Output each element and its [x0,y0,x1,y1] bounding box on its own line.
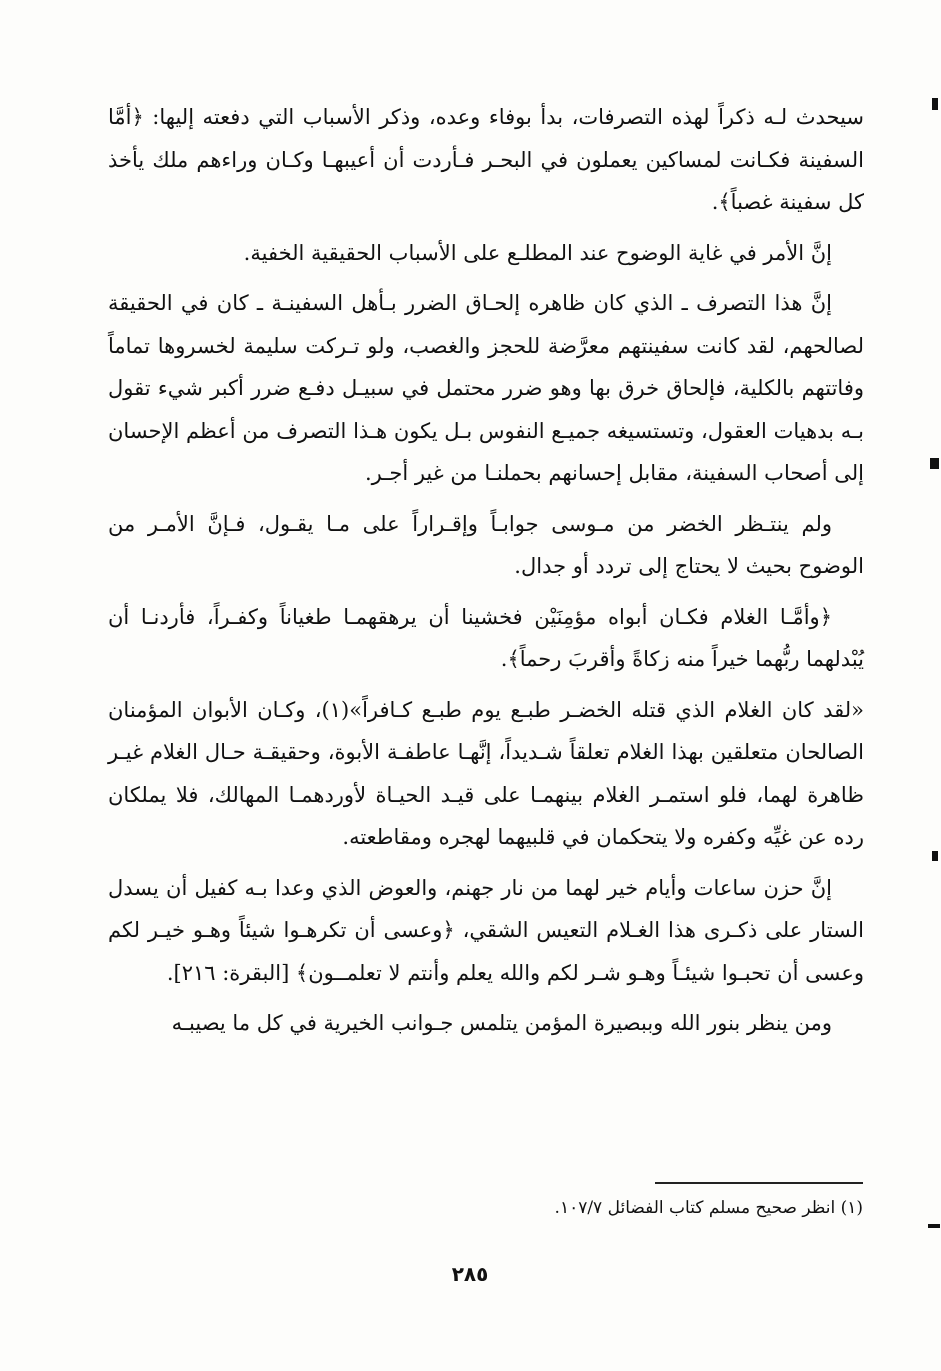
footnote [300,1194,863,1222]
paragraph-1: سيحدث لـه ذكراً لهذه التصرفات، بدأ بوفاء وعده، وذكر الأسباب التي دفعته إليها: ﴿أمَّا السفينة فكـانت لمساكين يعملون في البحـر فـأردت أن أعيبهـا وكـان وراءهم ملك يأخذ كل سفينة غصباً﴾. [108,105,864,214]
paragraph-4: ولم ينتـظر الخضر من مـوسى جوابـاً وإقـراراً على مـا يقـول، فـإنَّ الأمـر من الوضوح بحيث لا يحتاج إلى تردد أو جدال. [108,511,864,578]
scan-edge-mark-4 [928,1224,940,1228]
footnote-text: انظر صحيح مسلم كتاب الفضائل ١٠٧/٧. [554,1198,836,1218]
paragraph-8: ومن ينظر بنور الله وببصيرة المؤمن يتلمس جـوانب الخيرية في كل ما يصيبـه [171,1011,832,1035]
body-text [108,96,864,1053]
paragraph-6: «لقد كان الغلام الذي قتله الخضـر طبـع يوم طبـع كـافراً»(١)، وكـان الأبوان المؤمنان الصالحان متعلقين بهذا الغلام تعلقاً شـديداً، إنَّهـا عاطفـة الأبوة، وحقيقـة حـال الغلام غيـر ظاهرة لهما، فلو استمـر الغلام بينهمـا على قيـد الحيـاة لأوردهمـا المهالك، فلا يملكان رده عن غيِّه وكفره ولا يتحكمان في قلبيهما لهجره ومقاطعته. [108,697,864,849]
paragraph-7: إنَّ حزن ساعات وأيام خير لهما من نار جهنم، والعوض الذي وعدا بـه كفيل أن يسدل الستار على ذكـرى هذا الغـلام التعيس الشقي، ﴿وعسى أن تكرهـوا شيئاً وهـو خيـر لكم وعسى أن تحبـوا شيئـاً وهـو شـر لكم والله يعلم وأنتم لا تعلمــون﴾ [البقرة: ٢١٦]. [108,875,864,985]
paragraph-2: إنَّ الأمر في غاية الوضوح عند المطلـع على الأسباب الحقيقية الخفية. [243,240,832,265]
paragraph-5: ﴿وأمَّـا الغلام فكـان أبواه مؤمِنَيْن فخشينا أن يرهقهمـا طغياناً وكفـراً، فأردنـا أن يُبْدلهما ربُّهما خيراً منه زكاةً وأقربَ رحماً﴾. [108,604,864,671]
footnote-marker: (١) [840,1198,863,1218]
scan-edge-mark-3 [932,851,938,861]
scan-edge-mark-2 [930,458,939,469]
footnote-divider [655,1182,863,1184]
scan-edge-mark-1 [932,98,938,110]
page-number: ٢٨٥ [451,1262,489,1286]
paragraph-3: إنَّ هذا التصرف ـ الذي كان ظاهره إلحـاق الضرر بـأهل السفينـة ـ كان في الحقيقة لصالحهم، لقد كانت سفينتهم معرَّضة للحجز والغصب، ولو تـركت سليمة لخسروها تماماً وفاتتهم بالكلية، فإلحاق خرق بها وهو ضرر محتمل في سبيـل دفـع ضرر أكبر شيء تقول بـه بدهيات العقول، وتستسيغه جميـع النفوس بـل يكون هـذا التصرف من أعظم الإحسان إلى أصحاب السفينة، مقابل إحسانهم بحملنـا من غير أجـر. [108,291,864,485]
